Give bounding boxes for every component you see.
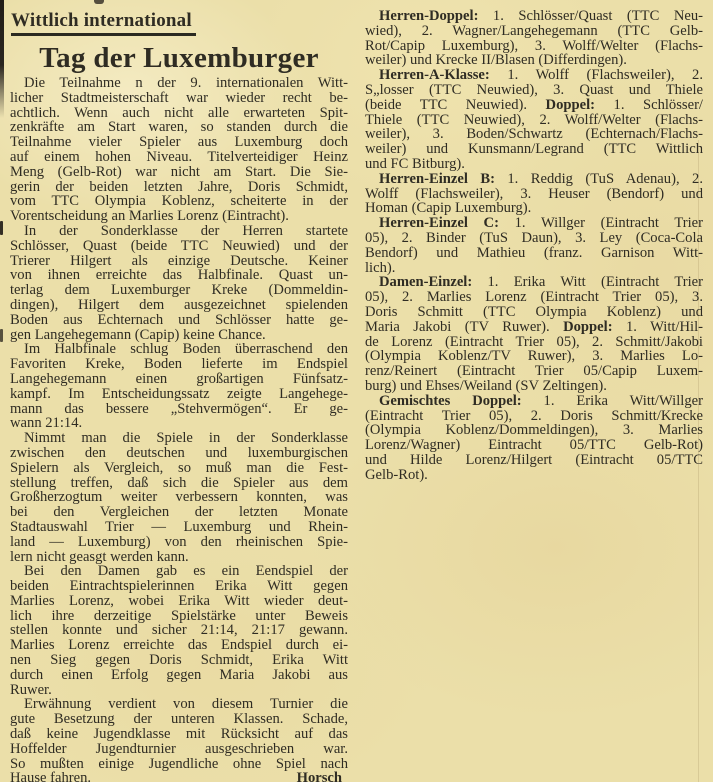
paragraph	[365, 172, 703, 216]
text-line: burg) und Ehses/Weiland (SV Zeltingen).	[365, 377, 607, 394]
text-line: wann 21:14.	[10, 415, 83, 432]
paragraph	[365, 275, 703, 393]
text-line: weiler) und Kunsmann/Legrand (TTC Wittlich	[365, 141, 703, 158]
text-line: Thiele (TTC Neuwied), 2. Wolff/Welter (Flachs-	[365, 111, 703, 128]
text-line: Maria Jakobi (TV Ruwer). Doppel: 1. Witt/Hil-	[365, 318, 703, 335]
text-line: Doris Schmitt (TTC Olympia Koblenz) und	[365, 303, 703, 320]
text-line: nen Sieg gegen Doris Schmidt, Erika Witt	[10, 652, 348, 669]
paragraph	[10, 342, 348, 431]
text-line: Boden aus Echternach und Schlösser hatte ge-	[10, 311, 348, 328]
paragraph	[365, 68, 703, 172]
text-line: S„losser (TTC Neuwied), 3. Quast und Thiele	[365, 81, 703, 98]
text-line: Marlies Lorenz, wobei Erika Witt wieder deut-	[10, 592, 348, 609]
text-line: lich).	[365, 259, 396, 276]
text-line: stellung treffen, daß sich die Spieler aus dem	[10, 474, 348, 491]
text-line: Herren-Einzel C: 1. Willger (Eintracht Trier	[379, 215, 704, 232]
text-line: dingen), Hilgert dem ausgezeichnet spielenden	[10, 296, 348, 313]
text-line: Großherzogtum weiter verbessern konnten, was	[10, 489, 348, 506]
text-line: achtlich. Wenn auch nicht alle erwarteten Spit-	[10, 104, 348, 121]
left-column	[10, 6, 348, 782]
text-line: Langehegemann einen großartigen Fünfsatz-	[10, 370, 348, 387]
text-line: In der Sonderklasse der Herren startete	[24, 222, 348, 239]
text-line: auf einem hohen Niveau. Titelverteidiger Heinz	[10, 148, 348, 165]
paragraph	[365, 216, 703, 275]
paragraph	[10, 431, 348, 564]
text-line: renz/Reinert (Eintracht Trier 05/Capip Luxem-	[365, 363, 703, 380]
author-signature: Horsch	[296, 770, 342, 782]
text-line: wied), 2. Wagner/Langehegemann (TTC Gelb-	[365, 22, 703, 39]
kicker-wrap	[11, 10, 348, 36]
text-line: Teilnahme vieler Spieler aus Luxemburg doch	[10, 134, 348, 151]
text-line: stellen konnte und sicher 21:14, 21:17 gewann.	[10, 622, 348, 639]
text-line: Marlies Lorenz erreichte das Endspiel durch ei-	[10, 637, 348, 654]
text-line: und FC Bitburg).	[365, 155, 465, 172]
text-line: Favoriten Kreke, Boden lieferte im Endspiel	[10, 356, 348, 373]
signature-line	[10, 771, 348, 782]
text-line: Stadtauswahl Trier — Luxemburg und Rhein-	[10, 518, 348, 535]
text-line: Lorenz/Wagner) Eintracht 05/TTC Gelb-Rot)	[365, 437, 703, 454]
text-line: 05), 2. Marlies Lorenz (Eintracht Trier 05), 3.	[365, 289, 703, 306]
text-line: Bendorf) und Mathieu (franz. Garnison Witt-	[365, 244, 703, 261]
text-line: licher Stadtmeisterschaft war wieder recht be-	[10, 89, 348, 106]
paragraph	[10, 697, 348, 782]
paragraph	[10, 564, 348, 697]
text-line: So mußten einige Jugendliche ohne Spiel nach	[10, 755, 348, 772]
text-line: Herren-Einzel B: 1. Reddig (TuS Adenau), 2.	[379, 170, 703, 187]
text-line: Die Teilnahme n der 9. internationalen Witt-	[24, 75, 348, 91]
right-column-body	[365, 9, 703, 483]
text-line: mann das bessere „Stehvermögen“. Er ge-	[10, 400, 348, 417]
text-line: (Olympia Koblenz/Dommeldingen), 3. Marlies	[365, 422, 703, 439]
paragraph	[10, 76, 348, 224]
kicker-headline: Wittlich international	[11, 10, 196, 36]
text-line: gen Langehegemann (Capip) keine Chance.	[10, 326, 266, 343]
text-line: Schlösser, Quast (beide TTC Neuwied) und der	[10, 237, 348, 254]
text-line: weiler) und Krecke II/Blasen (Differdingen).	[365, 52, 627, 69]
text-line: terlag dem Luxemburger Kreke (Dommeldin-	[10, 282, 348, 299]
text-line: Meng (Gelb-Rot) war nicht am Start. Die Sie-	[10, 163, 348, 180]
text-line: Trierer Hilgert als einzige Deutsche. Keiner	[10, 252, 348, 269]
text-line: Bei den Damen gab es ein Eendspiel der	[24, 563, 348, 580]
text-line: kampf. Im Entscheidungssatz zeigte Langehege-	[10, 385, 348, 402]
text-line: Herren-A-Klasse: 1. Wolff (Flachsweiler), 2.	[379, 67, 703, 84]
paragraph	[10, 224, 348, 342]
text-line: weiler), 3. Boden/Schwartz (Echternach/Flachs-	[365, 126, 703, 143]
main-headline: Tag der Luxemburger	[39, 42, 319, 74]
text-line: 05), 2. Binder (TuS Daun), 3. Ley (Coca-Cola	[365, 229, 703, 246]
text-line: de Lorenz (Eintracht Trier 05), 2. Schmitt/Jakobi	[365, 333, 703, 350]
paragraph	[365, 9, 703, 68]
text-line: land — Luxemburg) von den rheinischen Spie-	[10, 533, 348, 550]
right-column	[365, 6, 703, 782]
text-line: (Eintracht Trier 05), 2. Doris Schmitt/Krecke	[365, 407, 703, 424]
text-line: Gelb-Rot).	[365, 466, 428, 483]
text-line: Herren-Doppel: 1. Schlösser/Quast (TTC Neu-	[379, 8, 703, 24]
text-line: Ruwer.	[10, 681, 52, 698]
text-line: daß keine Jugendklasse mit Rücksicht auf das	[10, 726, 348, 743]
text-line: gerin der beiden letzten Jahre, Doris Schmidt,	[10, 178, 348, 195]
text-line: Spielern als Vergleich, so muß man die Fest-	[10, 459, 348, 476]
left-column-body	[10, 76, 348, 782]
text-line: von ihnen erreichte das Halbfinale. Quast un-	[10, 267, 348, 284]
text-line: Hause fahren.	[10, 770, 92, 782]
text-line: Vorentscheidung an Marlies Lorenz (Eintracht).	[10, 208, 289, 225]
text-line: beiden Eintrachtspielerinnen Erika Witt gegen	[10, 578, 348, 595]
text-line: Erwähnung verdient von diesem Turnier die	[24, 696, 348, 713]
text-line: lich ihre derzeitige Spielstärke unter Beweis	[10, 607, 348, 624]
text-line: Damen-Einzel: 1. Erika Witt (Eintracht Trier	[379, 274, 703, 291]
text-line: Rot/Capip Luxemburg), 3. Wolff/Welter (Flachs-	[365, 37, 703, 54]
text-line: durch einen Erfolg gegen Maria Jakobi aus	[10, 666, 348, 683]
text-line: Nimmt man die Spiele in der Sonderklasse	[24, 430, 348, 447]
text-line: vom TTC Olympia Koblenz, scheiterte in der	[10, 193, 348, 210]
text-line: und Hilde Lorenz/Hilgert (Eintracht 05/TTC	[365, 451, 703, 468]
text-line: lern nicht geasgt werden kann.	[10, 548, 189, 565]
text-line: zwischen den deutschen und luxemburgischen	[10, 444, 348, 461]
text-line: Wolff (Flachsweiler), 3. Heuser (Bendorf) und	[365, 185, 703, 202]
text-line: (Olympia Koblenz/TV Ruwer), 3. Marlies Lo-	[365, 348, 703, 365]
text-line: Hoffelder Jugendturnier ausgeschrieben war.	[10, 740, 348, 757]
paragraph	[365, 394, 703, 483]
text-line: bei den Vergleichen der letzten Monate	[10, 504, 348, 521]
text-line: Im Halbfinale schlug Boden überraschend den	[24, 341, 348, 358]
text-line: gute Besetzung der unteren Klassen. Schade,	[10, 711, 348, 728]
text-line: (beide TTC Neuwied). Doppel: 1. Schlösser/	[365, 96, 703, 113]
text-line: zenkräfte am Start waren, so standen durch die	[10, 119, 348, 136]
text-line: Homan (Capip Luxemburg).	[365, 200, 532, 217]
text-line: Gemischtes Doppel: 1. Erika Witt/Willger	[379, 392, 703, 409]
